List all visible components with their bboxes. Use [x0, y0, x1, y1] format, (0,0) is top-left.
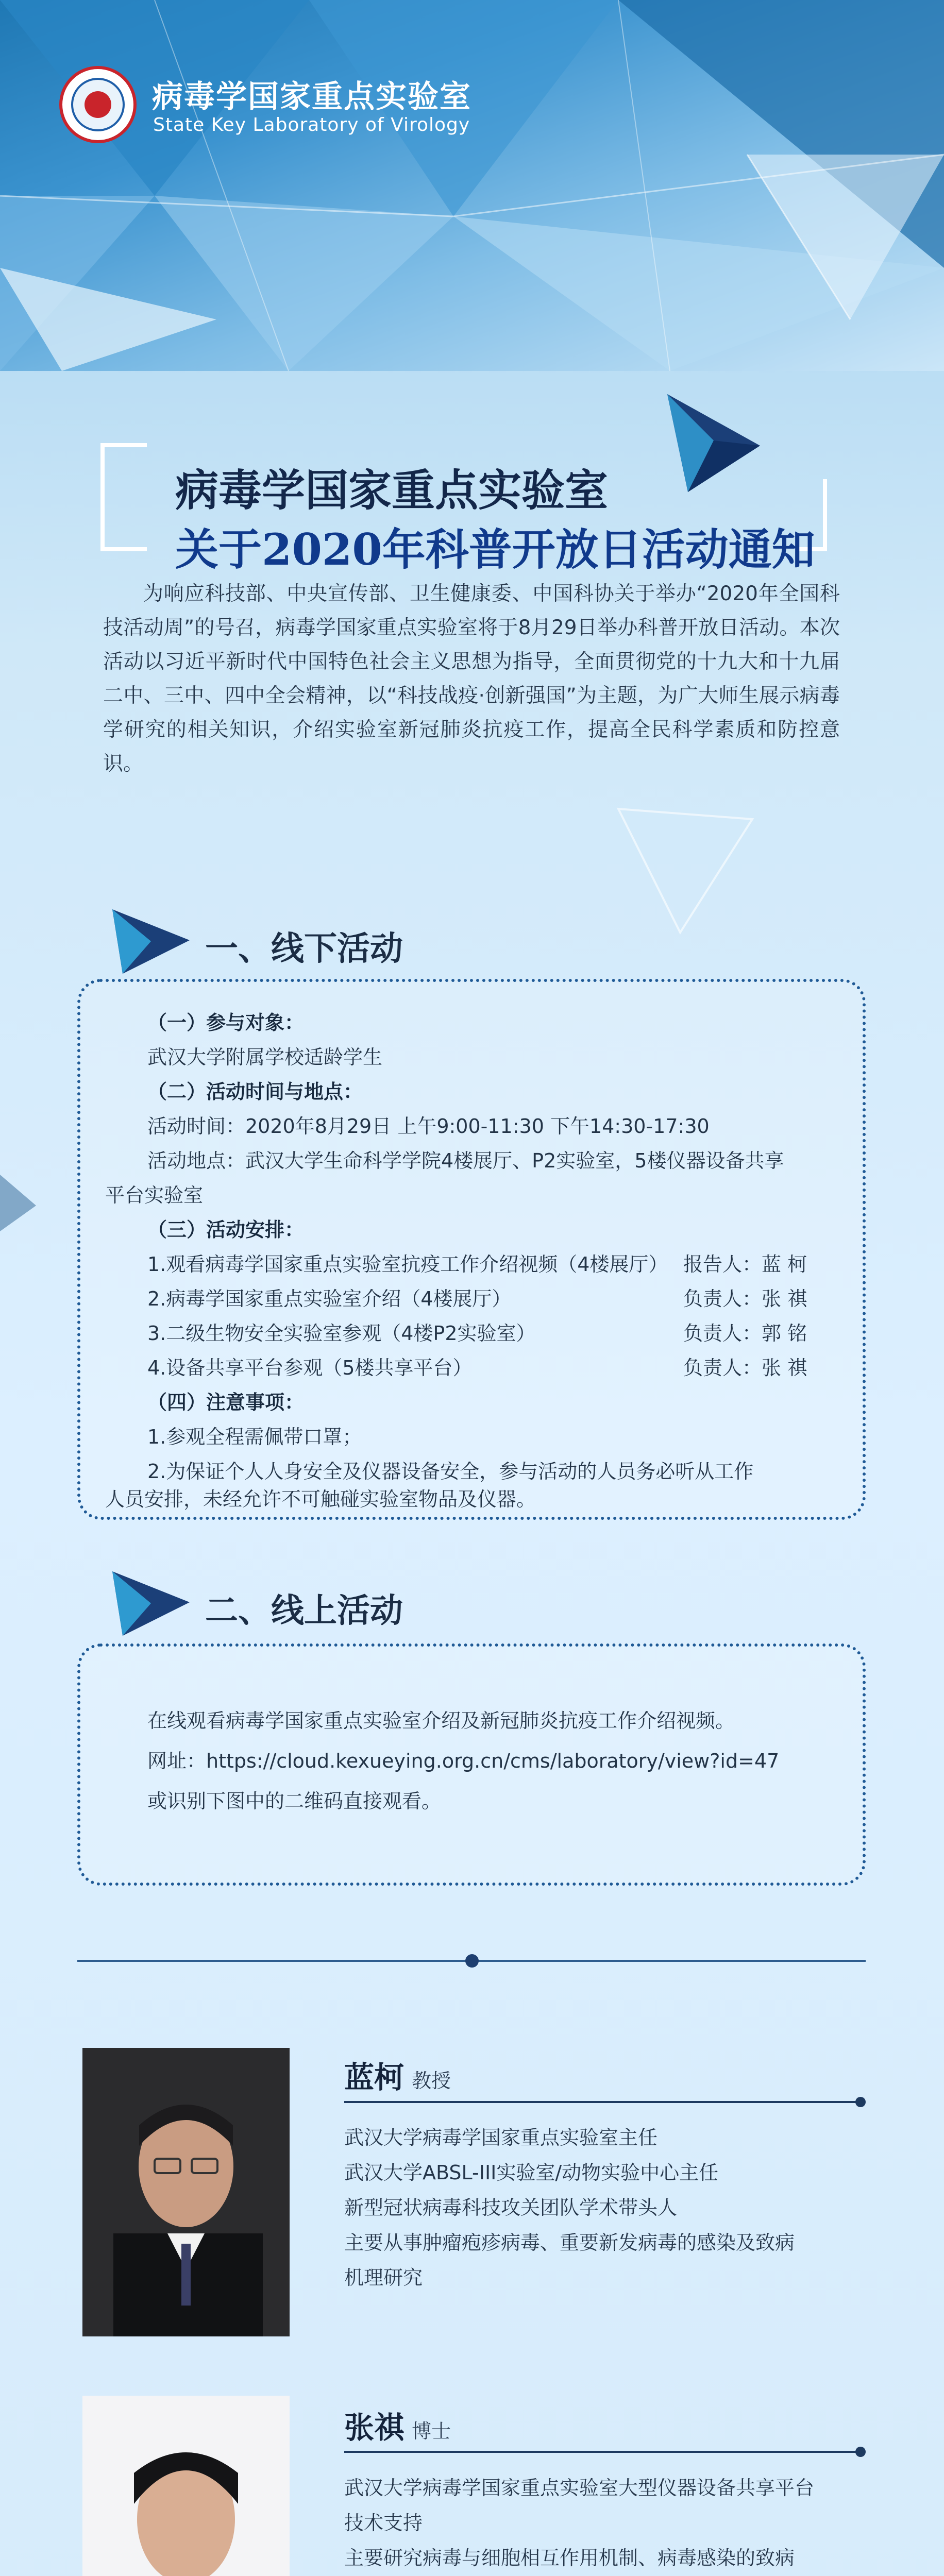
person-desc-line: 主要研究病毒与细胞相互作用机制、病毒感染的致病 — [344, 2547, 795, 2569]
schedule-role: 报告人：蓝 柯 — [683, 1253, 807, 1276]
activity-time: 活动时间：2020年8月29日 上午9:00-11:30 下午14:30-17:30 — [147, 1115, 710, 1138]
person-desc-line: 主要从事肿瘤疱疹病毒、重要新发病毒的感染及致病 — [344, 2231, 795, 2254]
logo-ring — [71, 78, 125, 131]
person-photo-lan-ke — [82, 2048, 290, 2336]
note-2-cont: 人员安排，未经允许不可触碰实验室物品及仪器。 — [105, 1488, 536, 1511]
title-line-1: 病毒学国家重点实验室 — [175, 465, 609, 516]
title-line-2: 关于2020年科普开放日活动通知 — [175, 524, 815, 575]
person-title: 教授 — [412, 2070, 451, 2092]
person-desc — [344, 2470, 865, 2576]
activity-place: 活动地点：武汉大学生命科学学院4楼展厅、P2实验室，5楼仪器设备共享 — [147, 1149, 784, 1172]
person-rule-dot — [855, 2097, 866, 2107]
note-2: 2.为保证个人人身安全及仪器设备安全，参与活动的人员务必听从工作 — [147, 1460, 754, 1483]
person-desc-line: 武汉大学ABSL-III实验室/动物实验中心主任 — [344, 2161, 719, 2184]
section-online-title: 二、线上活动 — [205, 1592, 403, 1630]
schedule-role: 负责人：张 祺 — [683, 1357, 807, 1379]
section-offline-header — [107, 904, 519, 976]
portrait-icon — [82, 2048, 290, 2336]
schedule-item: 3.二级生物安全实验室参观（4楼P2实验室） — [147, 1322, 536, 1345]
note-1: 1.参观全程需佩带口罩； — [147, 1426, 362, 1448]
schedule-item: 2.病毒学国家重点实验室介绍（4楼展厅） — [147, 1287, 512, 1310]
schedule-item: 4.设备共享平台参观（5楼共享平台） — [147, 1357, 473, 1379]
title-triangle-icon — [652, 384, 765, 497]
activity-place-cont: 平台实验室 — [105, 1184, 204, 1207]
time-place-label: （二）活动时间与地点： — [147, 1080, 363, 1103]
schedule-label: （三）活动安排： — [147, 1218, 305, 1241]
section-triangle-icon — [107, 904, 195, 976]
person-rule-dot — [855, 2447, 866, 2457]
section-offline-title: 一、线下活动 — [205, 930, 403, 968]
header-background — [0, 0, 944, 371]
person-desc-line: 机理研究 — [344, 2266, 423, 2289]
section-triangle-icon — [107, 1566, 195, 1638]
header-polygon-art — [0, 0, 944, 371]
online-line-3: 或识别下图中的二维码直接观看。 — [147, 1790, 442, 1812]
person-desc-line: 新型冠状病毒科技攻关团队学术带头人 — [344, 2196, 678, 2219]
divider-dot — [465, 1954, 479, 1968]
person-title: 博士 — [412, 2420, 451, 2443]
org-name-en: State Key Laboratory of Virology — [153, 114, 470, 135]
person-name: 蓝柯 — [344, 2060, 404, 2095]
person-photo-zhang-qi — [82, 2396, 290, 2576]
person-rule — [344, 2101, 861, 2103]
person-desc-line: 技术支持 — [344, 2512, 423, 2534]
person-name-row — [344, 2403, 451, 2447]
notes-label: （四）注意事项： — [147, 1391, 305, 1414]
person-name: 张祺 — [344, 2410, 404, 2445]
online-url[interactable]: 网址：https://cloud.kexueying.org.cn/cms/laboratory/view?id=47 — [147, 1750, 780, 1772]
online-line-1: 在线观看病毒学国家重点实验室介绍及新冠肺炎抗疫工作介绍视频。 — [147, 1709, 735, 1732]
schedule-role: 负责人：张 祺 — [683, 1287, 807, 1310]
person-desc — [344, 2120, 865, 2295]
online-info-box — [77, 1643, 866, 1886]
person-desc-line: 武汉大学病毒学国家重点实验室大型仪器设备共享平台 — [344, 2477, 815, 2499]
lab-logo — [59, 66, 137, 143]
intro-paragraph: 为响应科技部、中央宣传部、卫生健康委、中国科协关于举办“2020年全国科技活动周”的号召，病毒学国家重点实验室将于8月29日举办科普开放日活动。本次活动以习近平新时代中国特色社会主义思想为指导，全面贯彻党的十九大和十九届二中、三中、四中全会精神，以“科技战疫·创新强国”为主题，为广大师生展示病毒学研究的相关知识，介绍实验室新冠肺炎抗疫工作，提高全民科学素质和防控意识。 — [103, 582, 840, 775]
org-name-cn: 病毒学国家重点实验室 — [152, 79, 471, 115]
audience-label: （一）参与对象： — [147, 1011, 305, 1034]
person-rule — [344, 2451, 861, 2453]
portrait-icon — [82, 2396, 290, 2576]
person-name-row — [344, 2053, 451, 2096]
decor-shard-icon — [0, 1175, 41, 1236]
virus-icon — [85, 91, 111, 118]
person-desc-line: 武汉大学病毒学国家重点实验室主任 — [344, 2126, 658, 2149]
decor-triangle-icon — [608, 799, 763, 953]
schedule-item: 1.观看病毒学国家重点实验室抗疫工作介绍视频（4楼展厅） — [147, 1253, 668, 1276]
section-online-header — [107, 1566, 519, 1638]
audience-value: 武汉大学附属学校适龄学生 — [147, 1046, 383, 1069]
title-bracket-left — [100, 443, 147, 551]
schedule-role: 负责人：郭 铭 — [683, 1322, 807, 1345]
offline-info-box — [77, 979, 866, 1520]
